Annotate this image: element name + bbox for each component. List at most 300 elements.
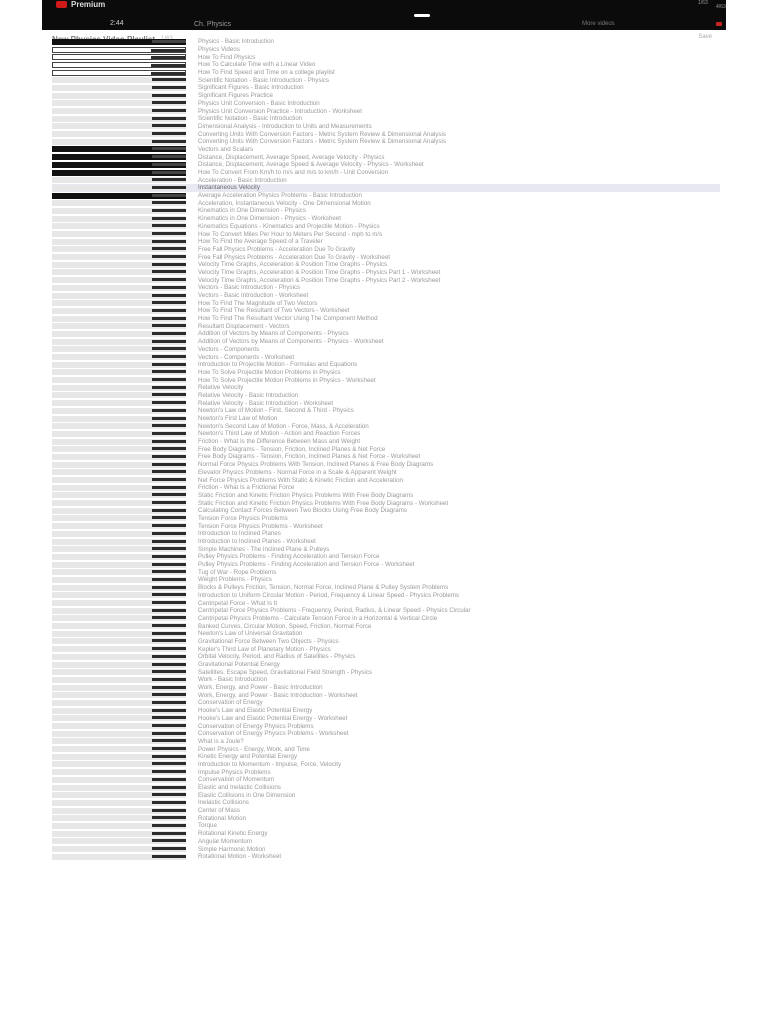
- video-title[interactable]: Addition of Vectors by Means of Components - Physics: [198, 330, 349, 338]
- playlist-item[interactable]: [52, 192, 720, 200]
- playlist-item[interactable]: [52, 353, 720, 361]
- playlist-item[interactable]: [52, 269, 720, 277]
- playlist-item[interactable]: [52, 407, 720, 415]
- playlist-item[interactable]: [52, 745, 720, 753]
- video-thumbnail[interactable]: [52, 39, 186, 45]
- playlist-item[interactable]: [52, 807, 720, 815]
- video-thumbnail[interactable]: [52, 146, 186, 152]
- playlist-item[interactable]: [52, 330, 720, 338]
- playlist-item[interactable]: [52, 561, 720, 569]
- playlist-item[interactable]: [52, 238, 720, 246]
- video-thumbnail[interactable]: [52, 746, 186, 752]
- playlist-item[interactable]: [52, 630, 720, 638]
- video-thumbnail[interactable]: [52, 231, 186, 237]
- video-thumbnail[interactable]: [52, 469, 186, 475]
- playlist-item[interactable]: [52, 791, 720, 799]
- playlist-item[interactable]: [52, 253, 720, 261]
- playlist-item[interactable]: [52, 184, 720, 192]
- video-thumbnail[interactable]: [52, 439, 186, 445]
- video-title[interactable]: Scientific Notation - Basic Introduction - Physics: [198, 76, 330, 84]
- playlist-item[interactable]: [52, 169, 720, 177]
- playlist-item[interactable]: [52, 146, 720, 154]
- video-thumbnail[interactable]: [52, 738, 186, 744]
- video-thumbnail[interactable]: [52, 646, 186, 652]
- video-thumbnail[interactable]: [52, 300, 186, 306]
- playlist-item[interactable]: [52, 853, 720, 861]
- video-thumbnail[interactable]: [52, 54, 186, 60]
- video-thumbnail[interactable]: [52, 323, 186, 329]
- playlist-item[interactable]: [52, 676, 720, 684]
- video-thumbnail[interactable]: [52, 162, 186, 168]
- video-thumbnail[interactable]: [52, 70, 186, 76]
- video-title[interactable]: Free Fall Physics Problems - Acceleration Due To Gravity - Worksheet: [198, 253, 390, 261]
- video-title[interactable]: Work - Basic Introduction: [198, 676, 268, 684]
- video-thumbnail[interactable]: [52, 408, 186, 414]
- video-thumbnail[interactable]: [52, 462, 186, 468]
- playlist-item[interactable]: [52, 138, 720, 146]
- video-title[interactable]: How To Find The Resultant of Two Vectors - Worksheet: [198, 307, 350, 315]
- playlist-item[interactable]: [52, 599, 720, 607]
- playlist-item[interactable]: [52, 130, 720, 138]
- video-thumbnail[interactable]: [52, 592, 186, 598]
- playlist-item[interactable]: [52, 392, 720, 400]
- progress-handle[interactable]: [414, 14, 430, 17]
- playlist-item[interactable]: [52, 369, 720, 377]
- video-thumbnail[interactable]: [52, 223, 186, 229]
- video-title[interactable]: Velocity Time Graphs, Acceleration & Position Time Graphs - Physics: [198, 261, 388, 269]
- video-title[interactable]: Vectors and Scalars: [198, 145, 254, 153]
- video-title[interactable]: Rotational Kinetic Energy: [198, 830, 268, 838]
- video-thumbnail[interactable]: [52, 515, 186, 521]
- video-title[interactable]: Kepler's Third Law of Planetary Motion - Physics: [198, 645, 331, 653]
- playlist-item[interactable]: [52, 61, 720, 69]
- playlist-item[interactable]: [52, 161, 720, 169]
- video-title[interactable]: Centripetal Force Physics Problems - Frequency, Period, Radius, & Linear Speed - Physics Circular: [198, 607, 471, 615]
- video-thumbnail[interactable]: [52, 608, 186, 614]
- playlist-item[interactable]: [52, 299, 720, 307]
- video-thumbnail[interactable]: [52, 77, 186, 83]
- video-title[interactable]: Average Acceleration Physics Problems - Basic Introduction: [198, 192, 362, 200]
- playlist-item[interactable]: [52, 445, 720, 453]
- playlist-item[interactable]: [52, 515, 720, 523]
- video-thumbnail[interactable]: [52, 823, 186, 829]
- playlist-item[interactable]: [52, 338, 720, 346]
- playlist-item[interactable]: [52, 53, 720, 61]
- playlist-item[interactable]: [52, 384, 720, 392]
- playlist-item[interactable]: [52, 199, 720, 207]
- video-thumbnail[interactable]: [52, 761, 186, 767]
- video-title[interactable]: Physics Unit Conversion Practice - Introduction - Worksheet: [198, 107, 362, 115]
- video-thumbnail[interactable]: [52, 654, 186, 660]
- video-thumbnail[interactable]: [52, 662, 186, 668]
- video-thumbnail[interactable]: [52, 715, 186, 721]
- video-thumbnail[interactable]: [52, 416, 186, 422]
- video-thumbnail[interactable]: [52, 477, 186, 483]
- playlist-item[interactable]: [52, 799, 720, 807]
- video-title[interactable]: Rotational Motion - Worksheet: [198, 853, 282, 861]
- playlist-item[interactable]: [52, 207, 720, 215]
- video-title[interactable]: Newton's Third Law of Motion - Action and Reaction Forces: [198, 430, 361, 438]
- playlist-item[interactable]: [52, 307, 720, 315]
- playlist-item[interactable]: [52, 469, 720, 477]
- video-thumbnail[interactable]: [52, 185, 186, 191]
- video-title[interactable]: Newton's First Law of Motion: [198, 415, 278, 423]
- video-thumbnail[interactable]: [52, 562, 186, 568]
- playlist-item[interactable]: [52, 438, 720, 446]
- video-thumbnail[interactable]: [52, 62, 186, 68]
- playlist-item[interactable]: [52, 453, 720, 461]
- playlist-item[interactable]: [52, 276, 720, 284]
- video-title[interactable]: Centripetal Physics Problems - Calculate Tension Force in a Horizontal & Vertical Circle: [198, 614, 438, 622]
- video-thumbnail[interactable]: [52, 123, 186, 129]
- video-title[interactable]: How To Find Speed and Time on a college playlist: [198, 69, 335, 77]
- playlist-item[interactable]: [52, 768, 720, 776]
- video-thumbnail[interactable]: [52, 492, 186, 498]
- video-title[interactable]: Introduction to Momentum - Impulse, Force, Velocity: [198, 760, 342, 768]
- video-title[interactable]: Newton's Second Law of Motion - Force, Mass, & Acceleration: [198, 422, 369, 430]
- video-title[interactable]: Introduction to Projectile Motion - Formulas and Equations: [198, 361, 358, 369]
- playlist-item[interactable]: [52, 592, 720, 600]
- video-title[interactable]: Vectors - Basic Introduction - Worksheet: [198, 292, 309, 300]
- video-thumbnail[interactable]: [52, 400, 186, 406]
- video-title[interactable]: Free Body Diagrams - Tension, Friction, Inclined Planes & Net Force: [198, 445, 386, 453]
- video-title[interactable]: Instantaneous Velocity: [198, 184, 260, 192]
- video-thumbnail[interactable]: [52, 723, 186, 729]
- playlist-item[interactable]: [52, 576, 720, 584]
- video-title[interactable]: Simple Harmonic Motion: [198, 845, 266, 853]
- video-thumbnail[interactable]: [52, 677, 186, 683]
- video-title[interactable]: Velocity Time Graphs, Acceleration & Position Time Graphs - Physics Part 2 - Worksheet: [198, 276, 441, 284]
- playlist-item[interactable]: [52, 822, 720, 830]
- video-title[interactable]: Friction - What Is the Difference Between Mass and Weight: [198, 438, 361, 446]
- video-thumbnail[interactable]: [52, 769, 186, 775]
- video-thumbnail[interactable]: [52, 216, 186, 222]
- playlist-item[interactable]: [52, 346, 720, 354]
- video-title[interactable]: What is a Joule?: [198, 737, 244, 745]
- playlist-item[interactable]: [52, 814, 720, 822]
- video-thumbnail[interactable]: [52, 500, 186, 506]
- video-thumbnail[interactable]: [52, 277, 186, 283]
- playlist-item[interactable]: [52, 838, 720, 846]
- video-title[interactable]: How To Find Physics: [198, 53, 256, 61]
- video-title[interactable]: Significant Figures Practice: [198, 92, 273, 100]
- video-thumbnail[interactable]: [52, 139, 186, 145]
- playlist-item[interactable]: [52, 638, 720, 646]
- playlist-item[interactable]: [52, 845, 720, 853]
- video-title[interactable]: Distance, Displacement, Average Speed & Average Velocity - Physics - Worksheet: [198, 161, 424, 169]
- playlist-item[interactable]: [52, 153, 720, 161]
- video-thumbnail[interactable]: [52, 454, 186, 460]
- brand-logo[interactable]: [56, 0, 105, 9]
- video-title[interactable]: Dimensional Analysis - Introduction to Units and Measurements: [198, 122, 372, 130]
- video-title[interactable]: Scientific Notation - Basic Introduction: [198, 115, 303, 123]
- playlist-item[interactable]: [52, 622, 720, 630]
- video-thumbnail[interactable]: [52, 777, 186, 783]
- video-thumbnail[interactable]: [52, 354, 186, 360]
- video-title[interactable]: Converting Units With Conversion Factors - Metric System Review & Dimensional Analysis: [198, 130, 446, 138]
- video-thumbnail[interactable]: [52, 423, 186, 429]
- video-thumbnail[interactable]: [52, 623, 186, 629]
- video-title[interactable]: How To Find the Average Speed of a Traveler: [198, 238, 323, 246]
- playlist-item[interactable]: [52, 684, 720, 692]
- video-title[interactable]: Simple Machines - The Inclined Plane & Pulleys: [198, 545, 330, 553]
- video-thumbnail[interactable]: [52, 669, 186, 675]
- video-title[interactable]: Weight Problems - Physics: [198, 576, 272, 584]
- playlist-item[interactable]: [52, 707, 720, 715]
- playlist-item[interactable]: [52, 691, 720, 699]
- video-title[interactable]: Hooke's Law and Elastic Potential Energy - Worksheet: [198, 714, 348, 722]
- video-thumbnail[interactable]: [52, 154, 186, 160]
- video-thumbnail[interactable]: [52, 815, 186, 821]
- video-title[interactable]: Kinematics Equations - Kinematics and Projectile Motion - Physics: [198, 222, 380, 230]
- video-title[interactable]: Power Physics - Energy, Work, and Time: [198, 745, 310, 753]
- playlist-item[interactable]: [52, 38, 720, 46]
- video-thumbnail[interactable]: [52, 285, 186, 291]
- video-title[interactable]: Relative Velocity - Basic Introduction - Worksheet: [198, 399, 334, 407]
- video-thumbnail[interactable]: [52, 377, 186, 383]
- video-title[interactable]: Distance, Displacement, Average Speed, Average Velocity - Physics: [198, 153, 385, 161]
- video-title[interactable]: Free Fall Physics Problems - Acceleration Due To Gravity: [198, 245, 356, 253]
- video-thumbnail[interactable]: [52, 239, 186, 245]
- video-thumbnail[interactable]: [52, 331, 186, 337]
- video-title[interactable]: Relative Velocity: [198, 384, 244, 392]
- video-title[interactable]: Blocks & Pulleys Friction, Tension, Normal Force, Inclined Plane & Pulley System Problems: [198, 584, 449, 592]
- video-thumbnail[interactable]: [52, 708, 186, 714]
- video-thumbnail[interactable]: [52, 846, 186, 852]
- playlist-item[interactable]: [52, 653, 720, 661]
- playlist-item[interactable]: [52, 100, 720, 108]
- video-title[interactable]: Conservation of Energy: [198, 699, 263, 707]
- video-title[interactable]: Physics Unit Conversion - Basic Introduction: [198, 99, 320, 107]
- playlist-item[interactable]: [52, 115, 720, 123]
- playlist-item[interactable]: [52, 46, 720, 54]
- video-title[interactable]: How To Convert From Km/h to m/s and m/s to km/h - Unit Conversion: [198, 169, 389, 177]
- video-thumbnail[interactable]: [52, 339, 186, 345]
- save-button[interactable]: Save: [698, 34, 712, 40]
- playlist-item[interactable]: [52, 361, 720, 369]
- video-title[interactable]: Gravitational Force Between Two Objects - Physics: [198, 637, 339, 645]
- video-title[interactable]: How To Convert Miles Per Hour to Meters Per Second - mph to m/s: [198, 230, 383, 238]
- playlist-item[interactable]: [52, 668, 720, 676]
- video-title[interactable]: Work, Energy, and Power - Basic Introduction: [198, 684, 323, 692]
- video-thumbnail[interactable]: [52, 831, 186, 837]
- video-thumbnail[interactable]: [52, 269, 186, 275]
- video-thumbnail[interactable]: [52, 362, 186, 368]
- video-title[interactable]: Kinematics in One Dimension - Physics: [198, 207, 306, 215]
- playlist-item[interactable]: [52, 223, 720, 231]
- playlist-item[interactable]: [52, 484, 720, 492]
- video-thumbnail[interactable]: [52, 100, 186, 106]
- video-title[interactable]: Normal Force Physics Problems With Tension, Inclined Planes & Free Body Diagrams: [198, 461, 434, 469]
- video-title[interactable]: How To Find The Magnitude of Two Vectors: [198, 299, 318, 307]
- video-thumbnail[interactable]: [52, 523, 186, 529]
- playlist-item[interactable]: [52, 568, 720, 576]
- playlist-item[interactable]: [52, 376, 720, 384]
- video-title[interactable]: Elastic and Inelastic Collisions: [198, 784, 281, 792]
- video-title[interactable]: Elevator Physics Problems - Normal Force in a Scale & Apparent Weight: [198, 468, 397, 476]
- video-title[interactable]: Vectors - Components: [198, 345, 260, 353]
- video-title[interactable]: Net Force Physics Problems With Static & Kinetic Friction and Acceleration: [198, 476, 403, 484]
- video-title[interactable]: Calculating Contact Forces Between Two Blocks Using Free Body Diagrams: [198, 507, 407, 515]
- video-thumbnail[interactable]: [52, 531, 186, 537]
- playlist-item[interactable]: [52, 461, 720, 469]
- playlist-item[interactable]: [52, 607, 720, 615]
- video-thumbnail[interactable]: [52, 246, 186, 252]
- playlist-item[interactable]: [52, 553, 720, 561]
- video-thumbnail[interactable]: [52, 692, 186, 698]
- video-title[interactable]: Pulley Physics Problems - Finding Acceleration and Tension Force - Worksheet: [198, 561, 415, 569]
- video-title[interactable]: Rotational Motion: [198, 814, 247, 822]
- video-thumbnail[interactable]: [52, 569, 186, 575]
- playlist-item[interactable]: [52, 761, 720, 769]
- video-thumbnail[interactable]: [52, 131, 186, 137]
- video-thumbnail[interactable]: [52, 308, 186, 314]
- video-title[interactable]: Impulse Physics Problems: [198, 768, 271, 776]
- more-videos-link[interactable]: More videos: [582, 21, 615, 27]
- playlist-item[interactable]: [52, 69, 720, 77]
- video-title[interactable]: How To Solve Projectile Motion Problems in Physics - Worksheet: [198, 376, 376, 384]
- video-thumbnail[interactable]: [52, 539, 186, 545]
- video-thumbnail[interactable]: [52, 369, 186, 375]
- video-title[interactable]: Velocity Time Graphs, Acceleration & Position Time Graphs - Physics Part 1 - Worksheet: [198, 268, 441, 276]
- playlist-item[interactable]: [52, 76, 720, 84]
- video-title[interactable]: Acceleration - Basic Introduction: [198, 176, 287, 184]
- video-title[interactable]: Physics - Basic Introduction: [198, 38, 274, 46]
- video-thumbnail[interactable]: [52, 808, 186, 814]
- video-thumbnail[interactable]: [52, 316, 186, 322]
- video-title[interactable]: Resultant Displacement - Vectors: [198, 322, 290, 330]
- video-title[interactable]: Newton's Law of Universal Gravitation: [198, 630, 303, 638]
- video-title[interactable]: Introduction to Inclined Planes: [198, 530, 281, 538]
- video-title[interactable]: Addition of Vectors by Means of Components - Physics - Worksheet: [198, 338, 384, 346]
- video-title[interactable]: Physics Videos: [198, 46, 240, 54]
- video-thumbnail[interactable]: [52, 638, 186, 644]
- playlist-item[interactable]: [52, 830, 720, 838]
- video-title[interactable]: Tension Force Physics Problems - Worksheet: [198, 522, 323, 530]
- video-title[interactable]: Relative Velocity - Basic Introduction: [198, 391, 299, 399]
- playlist-item[interactable]: [52, 730, 720, 738]
- video-thumbnail[interactable]: [52, 392, 186, 398]
- playlist-item[interactable]: [52, 284, 720, 292]
- video-title[interactable]: Converting Units With Conversion Factors - Metric System Review & Dimensional Analysis: [198, 138, 446, 146]
- playlist-item[interactable]: [52, 246, 720, 254]
- video-thumbnail[interactable]: [52, 685, 186, 691]
- video-thumbnail[interactable]: [52, 431, 186, 437]
- video-thumbnail[interactable]: [52, 177, 186, 183]
- video-thumbnail[interactable]: [52, 731, 186, 737]
- video-title[interactable]: Work, Energy, and Power - Basic Introduction - Worksheet: [198, 691, 358, 699]
- video-title[interactable]: Gravitational Potential Energy: [198, 661, 280, 669]
- video-thumbnail[interactable]: [52, 116, 186, 122]
- video-title[interactable]: Significant Figures - Basic Introduction: [198, 84, 304, 92]
- playlist-item[interactable]: [52, 507, 720, 515]
- video-thumbnail[interactable]: [52, 485, 186, 491]
- video-title[interactable]: How To Find The Resultant Vector Using The Component Method: [198, 315, 378, 323]
- video-thumbnail[interactable]: [52, 577, 186, 583]
- video-title[interactable]: Angular Momentum: [198, 837, 252, 845]
- playlist-item[interactable]: [52, 230, 720, 238]
- video-thumbnail[interactable]: [52, 170, 186, 176]
- video-title[interactable]: Static Friction and Kinetic Friction Physics Problems With Free Body Diagrams: [198, 491, 414, 499]
- video-title[interactable]: Orbital Velocity, Period, and Radius of Satellites - Physics: [198, 653, 356, 661]
- video-title[interactable]: Banked Curves, Circular Motion, Speed, Friction, Normal Force: [198, 622, 372, 630]
- video-thumbnail[interactable]: [52, 254, 186, 260]
- video-thumbnail[interactable]: [52, 854, 186, 860]
- playlist-item[interactable]: [52, 615, 720, 623]
- video-title[interactable]: Centripetal Force - What Is It: [198, 599, 278, 607]
- video-thumbnail[interactable]: [52, 792, 186, 798]
- playlist-item[interactable]: [52, 522, 720, 530]
- video-thumbnail[interactable]: [52, 385, 186, 391]
- playlist-item[interactable]: [52, 84, 720, 92]
- video-thumbnail[interactable]: [52, 108, 186, 114]
- playlist-item[interactable]: [52, 715, 720, 723]
- playlist-item[interactable]: [52, 645, 720, 653]
- video-thumbnail[interactable]: [52, 700, 186, 706]
- video-thumbnail[interactable]: [52, 208, 186, 214]
- video-title[interactable]: Introduction to Uniform Circular Motion - Period, Frequency & Linear Speed - Physics Problems: [198, 591, 460, 599]
- playlist-item[interactable]: [52, 430, 720, 438]
- playlist-item[interactable]: [52, 123, 720, 131]
- playlist-item[interactable]: [52, 584, 720, 592]
- video-title[interactable]: How To Solve Projectile Motion Problems in Physics: [198, 368, 341, 376]
- video-title[interactable]: Vectors - Basic Introduction - Physics: [198, 284, 301, 292]
- video-title[interactable]: How To Calculate Time with a Linear Video: [198, 61, 316, 69]
- video-title[interactable]: Satellites, Escape Speed, Gravitational Field Strength - Physics: [198, 668, 373, 676]
- video-title[interactable]: Introduction to Inclined Planes - Worksheet: [198, 538, 316, 546]
- video-thumbnail[interactable]: [52, 546, 186, 552]
- playlist-item[interactable]: [52, 538, 720, 546]
- video-thumbnail[interactable]: [52, 85, 186, 91]
- video-thumbnail[interactable]: [52, 554, 186, 560]
- video-title[interactable]: Vectors - Components - Worksheet: [198, 353, 295, 361]
- playlist-item[interactable]: [52, 107, 720, 115]
- playlist-item[interactable]: [52, 492, 720, 500]
- video-title[interactable]: Conservation of Energy Physics Problems: [198, 722, 314, 730]
- video-thumbnail[interactable]: [52, 200, 186, 206]
- playlist-item[interactable]: [52, 699, 720, 707]
- playlist-item[interactable]: [52, 215, 720, 223]
- video-thumbnail[interactable]: [52, 93, 186, 99]
- playlist-item[interactable]: [52, 315, 720, 323]
- video-title[interactable]: Acceleration, Instantaneous Velocity - One Dimensional Motion: [198, 199, 371, 207]
- video-title[interactable]: Torque: [198, 822, 217, 830]
- video-thumbnail[interactable]: [52, 446, 186, 452]
- video-title[interactable]: Kinematics in One Dimension - Physics - Worksheet: [198, 215, 341, 223]
- playlist-item[interactable]: [52, 661, 720, 669]
- video-thumbnail[interactable]: [52, 631, 186, 637]
- video-thumbnail[interactable]: [52, 293, 186, 299]
- video-title[interactable]: Center of Mass: [198, 807, 240, 815]
- video-thumbnail[interactable]: [52, 615, 186, 621]
- playlist-item[interactable]: [52, 476, 720, 484]
- playlist-item[interactable]: [52, 738, 720, 746]
- video-thumbnail[interactable]: [52, 785, 186, 791]
- video-thumbnail[interactable]: [52, 47, 186, 53]
- playlist-item[interactable]: [52, 292, 720, 300]
- video-thumbnail[interactable]: [52, 346, 186, 352]
- video-thumbnail[interactable]: [52, 600, 186, 606]
- playlist-item[interactable]: [52, 530, 720, 538]
- video-title[interactable]: Pulley Physics Problems - Finding Acceleration and Tension Force: [198, 553, 380, 561]
- video-title[interactable]: Newton's Law of Motion - First, Second & Third - Physics: [198, 407, 354, 415]
- playlist-item[interactable]: [52, 499, 720, 507]
- video-title[interactable]: Friction - What Is a Frictional Force: [198, 484, 295, 492]
- playlist-item[interactable]: [52, 422, 720, 430]
- playlist-item[interactable]: [52, 784, 720, 792]
- playlist-item[interactable]: [52, 776, 720, 784]
- playlist-item[interactable]: [52, 753, 720, 761]
